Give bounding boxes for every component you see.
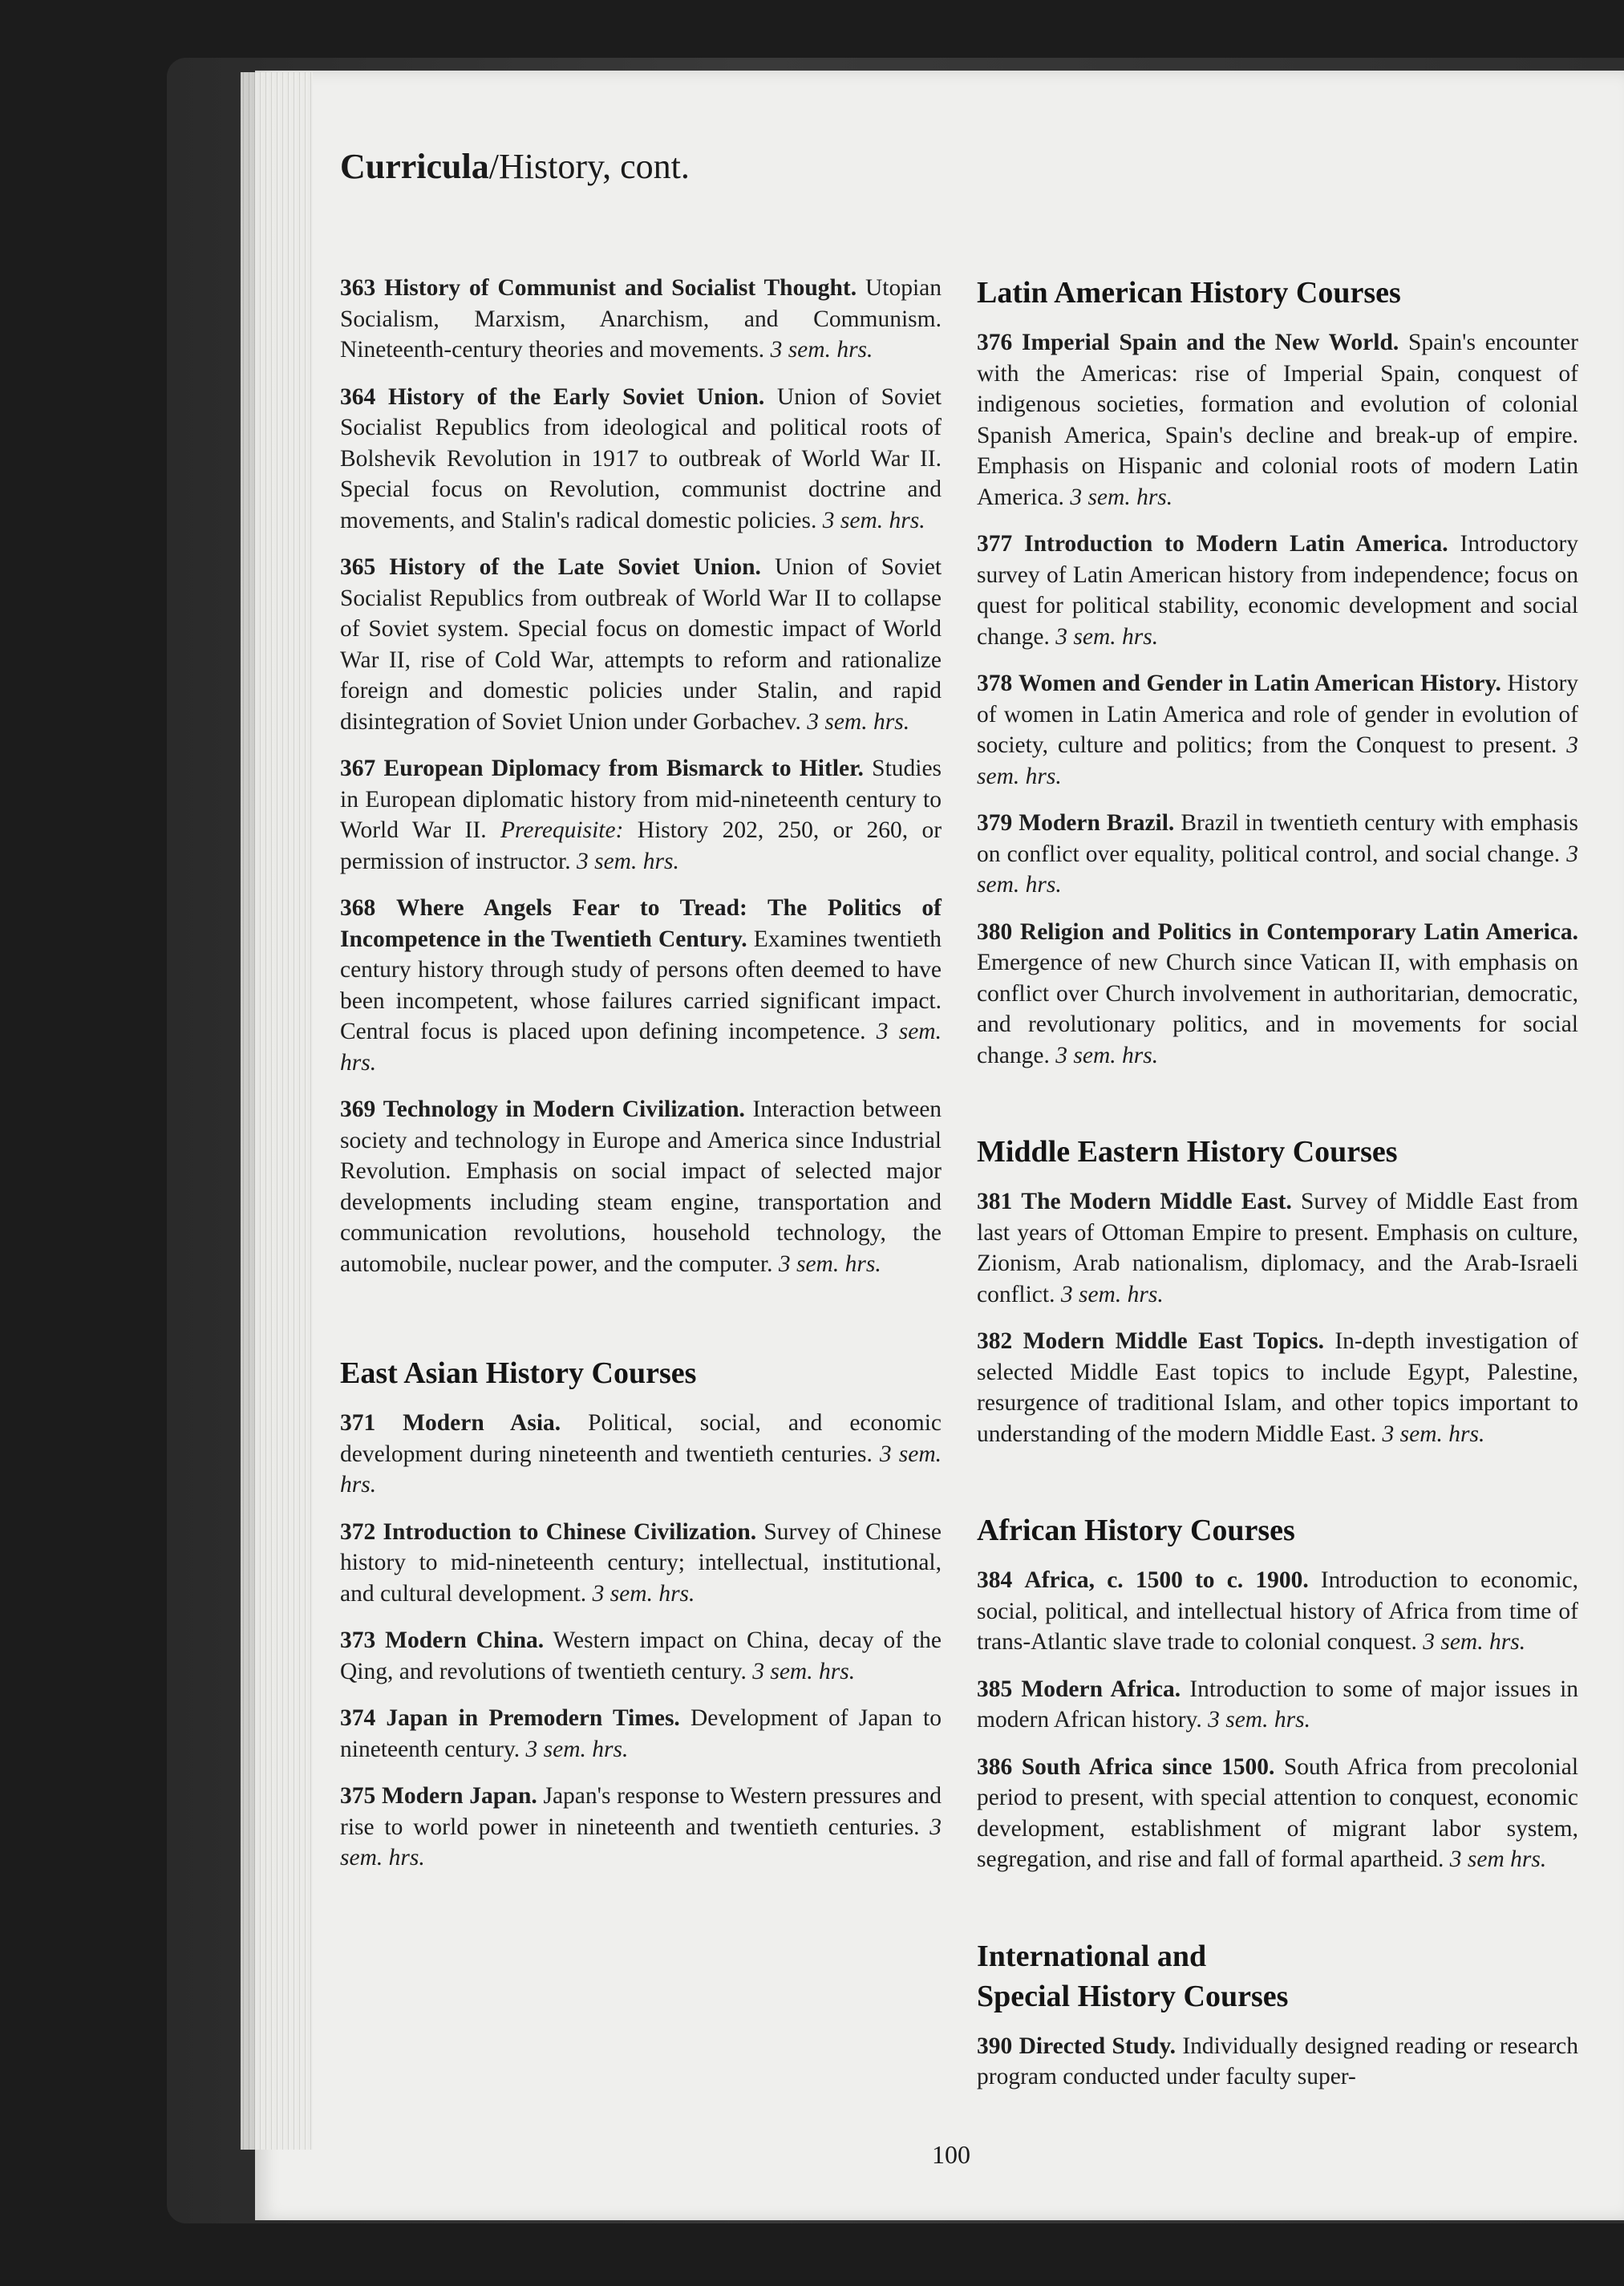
course-number: 374 bbox=[340, 1705, 376, 1731]
course-description: Spain's encounter with the Americas: rise of Imperial Spain, conquest of indigenous societies, formation and evolution of colonial Spanish America, Spain's decline and break-up of empire. Emphasis on Hispanic and colonial roots of modern Latin America. bbox=[977, 330, 1578, 510]
international-courses bbox=[977, 2031, 1578, 2093]
course-description: Studies in European diplomatic history from mid-nineteenth century to World War II. bbox=[340, 756, 942, 843]
course-hours: 3 sem. hrs. bbox=[525, 1736, 629, 1762]
course-entry bbox=[340, 1408, 942, 1501]
course-description: Individually designed reading or research program conducted under faculty super- bbox=[977, 2033, 1578, 2089]
course-description: Survey of Middle East from last years of Ottoman Empire to present. Emphasis on culture, Zionism, Arab nationalism, diplomacy, and the Arab-Israeli conflict. bbox=[977, 1189, 1579, 1307]
course-title: Modern Asia. bbox=[403, 1410, 561, 1436]
page-number: 100 bbox=[932, 2140, 970, 2169]
prerequisite-label: Prerequisite: bbox=[500, 817, 624, 843]
course-entry bbox=[340, 1703, 942, 1765]
section-heading-african: African History Courses bbox=[977, 1514, 1295, 1547]
course-hours: 3 sem. hrs. bbox=[752, 1658, 856, 1684]
course-hours: 3 sem. hrs. bbox=[340, 1019, 942, 1076]
course-number: 380 bbox=[977, 918, 1013, 945]
page-edge-tabs bbox=[241, 72, 313, 2150]
course-entry bbox=[977, 668, 1578, 792]
course-hours: 3 sem. hrs. bbox=[340, 1441, 942, 1498]
course-title: Modern Middle East Topics. bbox=[1023, 1328, 1324, 1354]
right-column bbox=[977, 273, 1578, 2109]
course-description: Introduction to economic, social, political, and intellectual history of Africa from time of trans-Atlantic slave trade to colonial conquest. bbox=[977, 1567, 1578, 1655]
course-number: 379 bbox=[977, 810, 1013, 836]
course-number: 363 bbox=[340, 275, 376, 301]
course-entry bbox=[340, 1781, 942, 1874]
course-description: South Africa from precolonial period to present, with special attention to conquest, economic development, establishment of migrant labor system, segregation, and rise and fall of formal apartheid. bbox=[977, 1753, 1579, 1872]
course-hours: 3 sem. hrs. bbox=[1055, 623, 1159, 650]
course-title: Religion and Politics in Contemporary Latin America. bbox=[1019, 918, 1579, 945]
course-title: History of the Late Soviet Union. bbox=[389, 554, 761, 580]
course-number: 368 bbox=[340, 895, 376, 921]
page-header bbox=[340, 146, 690, 187]
course-description: Introductory survey of Latin American history from independence; focus on quest for political stability, economic development and social change. bbox=[977, 531, 1579, 650]
course-hours: 3 sem. hrs. bbox=[592, 1580, 695, 1607]
course-number: 375 bbox=[340, 1783, 376, 1809]
course-number: 365 bbox=[340, 554, 376, 580]
course-hours: 3 sem. hrs. bbox=[822, 507, 925, 533]
course-number: 384 bbox=[977, 1567, 1013, 1593]
course-description: Interaction between society and technology in Europe and America since Industrial Revolution. Emphasis on social impact of selected major developments including steam engine, transportation and communication revolutions, household technology, the automobile, nuclear power, and the computer. bbox=[340, 1096, 942, 1277]
heading-line-2: Special History Courses bbox=[977, 1979, 1289, 2013]
course-entry bbox=[977, 1326, 1578, 1449]
course-entry bbox=[340, 382, 942, 537]
course-entry bbox=[977, 917, 1578, 1072]
course-hours: 3 sem. hrs. bbox=[977, 841, 1578, 898]
section-heading-middle-eastern: Middle Eastern History Courses bbox=[977, 1135, 1398, 1169]
course-entry bbox=[340, 1517, 942, 1610]
course-number: 382 bbox=[977, 1328, 1013, 1354]
course-title: Modern Africa. bbox=[1021, 1676, 1181, 1702]
course-title: Directed Study. bbox=[1019, 2033, 1176, 2059]
course-hours: 3 sem. hrs. bbox=[1382, 1421, 1485, 1447]
course-title: History of the Early Soviet Union. bbox=[387, 383, 765, 410]
course-title: Japan in Premodern Times. bbox=[386, 1705, 680, 1731]
course-entry bbox=[977, 1565, 1578, 1658]
course-number: 377 bbox=[977, 531, 1013, 557]
course-entry bbox=[340, 1625, 942, 1687]
middle-eastern-courses bbox=[977, 1186, 1578, 1449]
course-entry bbox=[340, 753, 942, 877]
course-number: 378 bbox=[977, 671, 1013, 696]
course-entry bbox=[340, 552, 942, 737]
course-entry bbox=[977, 327, 1578, 513]
course-entry bbox=[977, 1752, 1578, 1875]
heading-line-1: International and bbox=[977, 1939, 1207, 1973]
course-number: 390 bbox=[977, 2033, 1013, 2059]
course-title: Modern Brazil. bbox=[1019, 810, 1175, 836]
course-entry bbox=[977, 808, 1578, 901]
course-description: Development of Japan to nineteenth century. bbox=[340, 1705, 942, 1762]
course-number: 364 bbox=[340, 383, 376, 410]
african-courses bbox=[977, 1565, 1578, 1875]
course-entry bbox=[977, 529, 1578, 652]
section-heading-latin-american: Latin American History Courses bbox=[977, 276, 1401, 310]
course-hours: 3 sem hrs. bbox=[1449, 1846, 1547, 1872]
course-description: Utopian Socialism, Marxism, Anarchism, and Communism. Nineteenth-century theories and movements. bbox=[340, 275, 942, 363]
continued-courses bbox=[340, 273, 942, 1279]
course-entry bbox=[340, 273, 942, 366]
course-title: History of Communist and Socialist Thought. bbox=[384, 275, 857, 301]
course-entry bbox=[977, 2031, 1578, 2093]
course-description: Emergence of new Church since Vatican II, with emphasis on conflict over Church involvement in authoritarian, democratic, and revolutionary politics, and in movements for social change. bbox=[977, 950, 1578, 1068]
course-description: Japan's response to Western pressures and rise to world power in nineteenth and twentieth centuries. bbox=[340, 1783, 942, 1840]
course-hours: 3 sem. hrs. bbox=[576, 848, 679, 874]
course-description: Political, social, and economic development during nineteenth and twentieth centuries. bbox=[340, 1410, 942, 1467]
course-title: The Modern Middle East. bbox=[1021, 1189, 1292, 1214]
course-entry bbox=[340, 893, 942, 1078]
course-title: Where Angels Fear to Tread: The Politics of Incompetence in the Twentieth Century. bbox=[340, 895, 942, 952]
course-hours: 3 sem. hrs. bbox=[340, 1814, 942, 1871]
course-description: Western impact on China, decay of the Qing, and revolutions of twentieth century. bbox=[340, 1627, 942, 1684]
course-title: Women and Gender in Latin American History. bbox=[1018, 671, 1501, 696]
course-hours: 3 sem. hrs. bbox=[770, 337, 873, 363]
course-entry bbox=[977, 1186, 1578, 1310]
course-hours: 3 sem. hrs. bbox=[778, 1250, 881, 1277]
course-title: European Diplomacy from Bismarck to Hitler. bbox=[383, 756, 864, 781]
course-hours: 3 sem. hrs. bbox=[1070, 484, 1173, 510]
course-number: 369 bbox=[340, 1096, 376, 1122]
course-number: 386 bbox=[977, 1753, 1013, 1780]
course-description: Union of Soviet Socialist Republics from ideological and political roots of Bolshevik Revolution in 1917 to outbreak of World War II. Special focus on Revolution, communist doctrine and movements, and Stalin's radical domestic policies. bbox=[340, 383, 942, 533]
course-description: Survey of Chinese history to mid-nineteenth century; intellectual, institutional, and cultural development. bbox=[340, 1518, 942, 1607]
section-heading-international bbox=[977, 1936, 1578, 2016]
course-hours: 3 sem. hrs. bbox=[1060, 1281, 1164, 1307]
course-hours: 3 sem. hrs. bbox=[977, 732, 1579, 789]
course-number: 373 bbox=[340, 1627, 376, 1653]
course-title: Modern China. bbox=[385, 1627, 545, 1653]
course-description: Brazil in twentieth century with emphasis on conflict over equality, political control, and social change. bbox=[977, 810, 1579, 867]
course-description: Union of Soviet Socialist Republics from outbreak of World War II to collapse of Soviet system. Special focus on domestic impact of World War II, rise of Cold War, attempts to reform and rationalize foreign and domestic policies under Stalin, and rapid disintegration of Soviet Union under Gorbachev. bbox=[340, 554, 942, 735]
course-number: 367 bbox=[340, 756, 376, 781]
course-description: History of women in Latin America and role of gender in evolution of society, culture and politics; from the Conquest to present. bbox=[977, 671, 1579, 758]
course-hours: 3 sem. hrs. bbox=[1423, 1629, 1526, 1655]
course-entry bbox=[340, 1094, 942, 1279]
course-description: In-depth investigation of selected Middle East topics to include Egypt, Palestine, resurgence of traditional Islam, and other topics important to understanding of the modern Middle East. bbox=[977, 1328, 1578, 1447]
course-title: Introduction to Modern Latin America. bbox=[1024, 531, 1448, 557]
prerequisite-text: History 202, 250, or 260, or permission of instructor. bbox=[340, 817, 942, 874]
course-title: Technology in Modern Civilization. bbox=[383, 1096, 745, 1122]
course-title: Africa, c. 1500 to c. 1900. bbox=[1024, 1567, 1309, 1593]
course-description: Examines twentieth century history through study of persons often deemed to have been incompetent, whose failures carried significant impact. Central focus is placed upon defining incompetence. bbox=[340, 926, 942, 1044]
header-rest: /History, cont. bbox=[488, 147, 690, 186]
course-number: 371 bbox=[340, 1410, 376, 1436]
course-title: South Africa since 1500. bbox=[1021, 1753, 1275, 1780]
course-hours: 3 sem. hrs. bbox=[1055, 1042, 1159, 1068]
course-hours: 3 sem. hrs. bbox=[1208, 1707, 1310, 1733]
course-title: Imperial Spain and the New World. bbox=[1021, 330, 1399, 355]
course-number: 381 bbox=[977, 1189, 1013, 1214]
latin-american-courses bbox=[977, 327, 1578, 1071]
course-description: Introduction to some of major issues in modern African history. bbox=[977, 1676, 1579, 1733]
east-asian-courses bbox=[340, 1408, 942, 1874]
course-title: Introduction to Chinese Civilization. bbox=[383, 1518, 757, 1545]
course-number: 372 bbox=[340, 1518, 376, 1545]
course-entry bbox=[977, 1674, 1578, 1736]
course-title: Modern Japan. bbox=[381, 1783, 537, 1809]
course-number: 376 bbox=[977, 330, 1013, 355]
header-bold: Curricula bbox=[340, 147, 489, 186]
course-number: 385 bbox=[977, 1676, 1013, 1702]
section-heading-east-asian: East Asian History Courses bbox=[340, 1356, 697, 1390]
left-column bbox=[340, 273, 942, 1890]
course-hours: 3 sem. hrs. bbox=[807, 708, 910, 735]
